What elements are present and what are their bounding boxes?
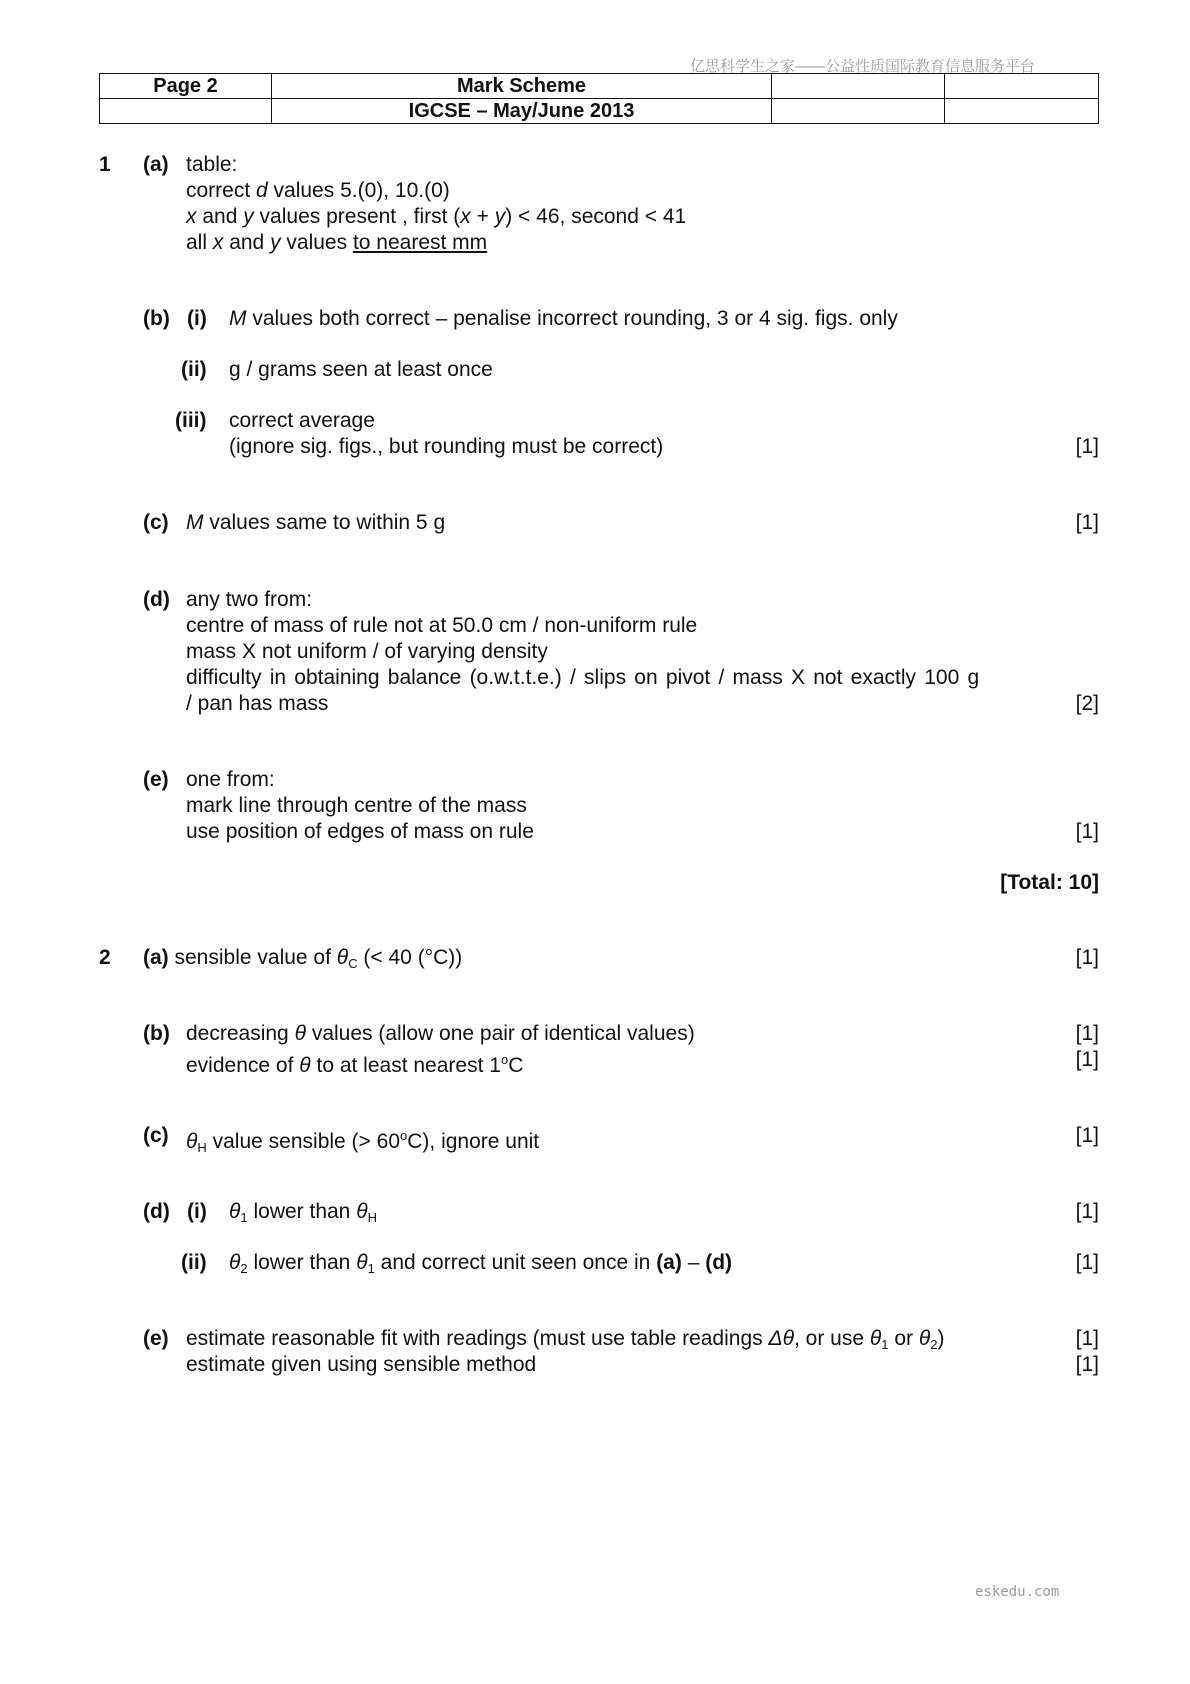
- q2e-line2: estimate given using sensible method: [186, 1353, 537, 1376]
- q2e-line1: estimate reasonable fit with readings (must use table readings Δθ, or use $\theta_1$ or $\theta_2$): [186, 1327, 945, 1352]
- header-table: [99, 73, 1099, 124]
- q2a-text: (a) sensible value of $\theta_C$ (< 40 (°C)): [143, 946, 463, 971]
- mark-allocation: [1]: [1075, 1124, 1099, 1147]
- q1d-line3: mass X not uniform / of varying density: [186, 640, 548, 663]
- q2dii-text: $\theta_2$ lower than $\theta_1$ and correct unit seen once in (a) – (d): [229, 1251, 733, 1276]
- q1biii-line2: (ignore sig. figs., but rounding must be correct): [229, 435, 664, 458]
- q1d-line5: / pan has mass: [186, 692, 329, 715]
- q1e-line3: use position of edges of mass on rule: [186, 820, 534, 843]
- document-subtitle: IGCSE – May/June 2013: [272, 99, 772, 124]
- part-label: (e): [143, 1327, 169, 1350]
- mark-allocation: [2]: [1075, 692, 1099, 715]
- header-cell-empty: [772, 99, 945, 124]
- mark-allocation: [1]: [1075, 1022, 1099, 1045]
- question-number: 2: [99, 946, 111, 969]
- watermark-text: 亿思科学生之家——公益性质国际教育信息服务平台: [690, 58, 1036, 75]
- part-label: (b): [143, 307, 170, 330]
- q1e-line2: mark line through centre of the mass: [186, 794, 527, 817]
- mark-allocation: [1]: [1075, 435, 1099, 458]
- mark-allocation: [1]: [1075, 1251, 1099, 1274]
- q2c-text: $\theta_H$ value sensible (> $60^oC$), ignore unit: [186, 1128, 540, 1155]
- q2b-line2: evidence of θ to at least nearest 1$^o$C: [186, 1052, 524, 1077]
- footer-site: eskedu.com: [975, 1584, 1060, 1600]
- subpart-label: (ii): [181, 1251, 207, 1274]
- header-cell-empty: [945, 99, 1099, 124]
- part-label: (b): [143, 1022, 170, 1045]
- subpart-label: (ii): [181, 358, 207, 381]
- subpart-label: (i): [187, 1200, 207, 1223]
- q1bi-text: M values both correct – penalise incorrect rounding, 3 or 4 sig. figs. only: [229, 307, 898, 330]
- q1c-text: M values same to within 5 g: [186, 511, 446, 534]
- part-label: (e): [143, 768, 169, 791]
- q2di-text: $\theta_1$ lower than $\theta_H$: [229, 1200, 377, 1225]
- q1d-line2: centre of mass of rule not at 50.0 cm / non-uniform rule: [186, 614, 698, 637]
- part-label: (d): [143, 1200, 170, 1223]
- mark-allocation: [1]: [1075, 1048, 1099, 1071]
- q1e-line1: one from:: [186, 768, 275, 791]
- mark-allocation: [1]: [1075, 1353, 1099, 1376]
- page-number: Page 2: [100, 74, 272, 99]
- q1a-intro: table:: [186, 153, 238, 176]
- subpart-label: (iii): [175, 409, 207, 432]
- subpart-label: (i): [187, 307, 207, 330]
- part-label: (c): [143, 1124, 169, 1147]
- q2b-line1: decreasing θ values (allow one pair of identical values): [186, 1022, 695, 1045]
- document-title: Mark Scheme: [272, 74, 772, 99]
- mark-allocation: [1]: [1075, 1327, 1099, 1350]
- mark-allocation: [1]: [1075, 820, 1099, 843]
- q1d-line1: any two from:: [186, 588, 313, 611]
- header-cell-empty: [100, 99, 272, 124]
- question-number: 1: [99, 153, 111, 176]
- q1a-line1: correct d values 5.(0), 10.(0): [186, 179, 450, 202]
- q1a-line2: x and y values present , first (x + y) < 46, second < 41: [186, 205, 687, 228]
- header-cell-empty: [772, 74, 945, 99]
- part-label: (a): [143, 153, 169, 176]
- q1bii-text: g / grams seen at least once: [229, 358, 493, 381]
- q1a-line3: all x and y values to nearest mm: [186, 231, 488, 254]
- mark-allocation: [1]: [1075, 1200, 1099, 1223]
- total-marks: [Total: 10]: [1000, 871, 1099, 894]
- q1biii-line1: correct average: [229, 409, 375, 432]
- part-label: (c): [143, 511, 169, 534]
- part-label: (d): [143, 588, 170, 611]
- mark-allocation: [1]: [1075, 946, 1099, 969]
- header-cell-empty: [945, 74, 1099, 99]
- mark-allocation: [1]: [1075, 511, 1099, 534]
- q1d-line4: difficulty in obtaining balance (o.w.t.t.e.) / slips on pivot / mass X not exactly 100 g: [186, 666, 980, 689]
